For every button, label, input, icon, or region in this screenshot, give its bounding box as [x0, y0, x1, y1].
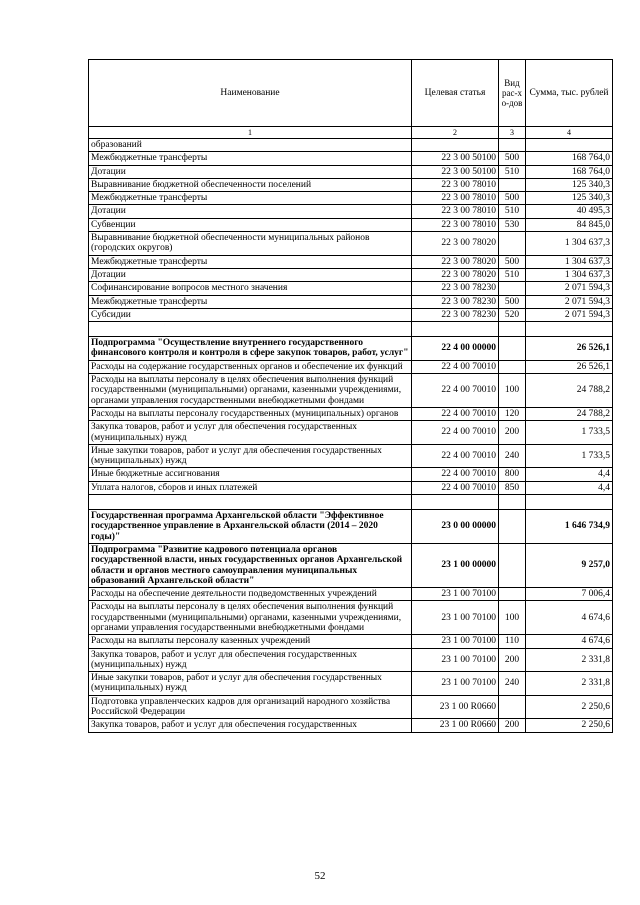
row-sum-cell: 2 331,8	[526, 672, 613, 696]
table-row	[89, 192, 613, 205]
row-kind-cell: 110	[499, 635, 526, 648]
row-code-cell: 22 4 00 70010	[412, 481, 499, 494]
row-kind-cell	[499, 282, 526, 295]
row-code-cell: 23 1 00 70100	[412, 601, 499, 635]
row-kind-cell: 200	[499, 648, 526, 672]
table-body	[89, 139, 613, 733]
row-sum-cell: 2 331,8	[526, 648, 613, 672]
row-code-cell: 22 4 00 70010	[412, 468, 499, 481]
row-kind-cell	[499, 695, 526, 719]
row-kind-cell: 520	[499, 308, 526, 321]
row-sum-cell: 1 733,5	[526, 421, 613, 445]
table-row	[89, 295, 613, 308]
table-row	[89, 695, 613, 719]
table-row	[89, 495, 613, 510]
table-row	[89, 588, 613, 601]
row-name-cell: Расходы на выплаты персоналу казенных учреждений	[89, 635, 412, 648]
table-row	[89, 322, 613, 337]
row-kind-cell	[499, 232, 526, 256]
header-code: Целевая статья	[412, 60, 499, 127]
row-code-cell: 22 3 00 78010	[412, 178, 499, 191]
row-sum-cell: 4 674,6	[526, 601, 613, 635]
row-sum-cell: 24 788,2	[526, 374, 613, 408]
table-row	[89, 205, 613, 218]
row-sum-cell: 125 340,3	[526, 178, 613, 191]
row-kind-cell: 530	[499, 218, 526, 231]
table-row	[89, 510, 613, 544]
table-row	[89, 601, 613, 635]
row-name-cell: Выравнивание бюджетной обеспеченности муниципальных районов (городских округов)	[89, 232, 412, 256]
row-code-cell: 23 1 00 70100	[412, 588, 499, 601]
table-row	[89, 481, 613, 494]
row-code-cell	[412, 495, 499, 510]
row-name-cell: Иные закупки товаров, работ и услуг для обеспечения государственных (муниципальных) нужд	[89, 444, 412, 468]
row-kind-cell	[499, 337, 526, 361]
row-name-cell: Закупка товаров, работ и услуг для обеспечения государственных (муниципальных) нужд	[89, 648, 412, 672]
table-row	[89, 374, 613, 408]
row-code-cell: 23 1 00 70100	[412, 648, 499, 672]
table-row	[89, 672, 613, 696]
row-sum-cell: 2 250,6	[526, 719, 613, 732]
row-name-cell: Дотации	[89, 205, 412, 218]
table-row	[89, 282, 613, 295]
row-sum-cell: 4 674,6	[526, 635, 613, 648]
table-row	[89, 444, 613, 468]
row-code-cell: 22 3 00 78010	[412, 218, 499, 231]
table-row	[89, 421, 613, 445]
row-code-cell: 22 3 00 78020	[412, 232, 499, 256]
row-code-cell: 22 3 00 78230	[412, 308, 499, 321]
column-number: 4	[526, 127, 613, 139]
row-code-cell: 22 3 00 78020	[412, 255, 499, 268]
row-sum-cell: 40 495,3	[526, 205, 613, 218]
table-row	[89, 308, 613, 321]
header-sum: Сумма, тыс. рублей	[526, 60, 613, 127]
row-name-cell: Межбюджетные трансферты	[89, 192, 412, 205]
row-code-cell: 22 3 00 78010	[412, 205, 499, 218]
row-name-cell: Софинансирование вопросов местного значения	[89, 282, 412, 295]
row-name-cell: Государственная программа Архангельской области "Эффективное государственное управление в Архангельской области (2014 – 2020 годы)"	[89, 510, 412, 544]
row-kind-cell: 510	[499, 165, 526, 178]
row-kind-cell	[499, 510, 526, 544]
row-code-cell: 22 3 00 50100	[412, 152, 499, 165]
column-number: 3	[499, 127, 526, 139]
table-row	[89, 139, 613, 152]
row-code-cell: 22 4 00 00000	[412, 337, 499, 361]
row-sum-cell	[526, 495, 613, 510]
table-row	[89, 635, 613, 648]
table-row	[89, 165, 613, 178]
row-sum-cell	[526, 139, 613, 152]
table-row	[89, 178, 613, 191]
row-kind-cell: 510	[499, 205, 526, 218]
row-code-cell: 22 4 00 70010	[412, 374, 499, 408]
row-kind-cell: 200	[499, 421, 526, 445]
row-code-cell	[412, 322, 499, 337]
row-name-cell: Выравнивание бюджетной обеспеченности поселений	[89, 178, 412, 191]
row-kind-cell: 500	[499, 295, 526, 308]
row-code-cell: 22 3 00 78010	[412, 192, 499, 205]
row-name-cell: Дотации	[89, 268, 412, 281]
row-sum-cell: 1 304 637,3	[526, 268, 613, 281]
row-sum-cell: 1 304 637,3	[526, 255, 613, 268]
row-sum-cell: 2 071 594,3	[526, 282, 613, 295]
row-name-cell: Межбюджетные трансферты	[89, 255, 412, 268]
row-kind-cell: 500	[499, 192, 526, 205]
row-kind-cell	[499, 139, 526, 152]
row-kind-cell: 100	[499, 601, 526, 635]
header-name: Наименование	[89, 60, 412, 127]
column-number-row	[89, 127, 613, 139]
table-row	[89, 218, 613, 231]
row-code-cell: 23 1 00 R0660	[412, 695, 499, 719]
table-row	[89, 468, 613, 481]
row-name-cell: образований	[89, 139, 412, 152]
row-sum-cell: 1 646 734,9	[526, 510, 613, 544]
row-code-cell: 22 3 00 78230	[412, 295, 499, 308]
row-sum-cell: 1 733,5	[526, 444, 613, 468]
row-sum-cell: 168 764,0	[526, 165, 613, 178]
row-sum-cell: 7 006,4	[526, 588, 613, 601]
row-code-cell: 22 3 00 78230	[412, 282, 499, 295]
row-code-cell: 23 1 00 70100	[412, 672, 499, 696]
table-row	[89, 268, 613, 281]
table-row	[89, 232, 613, 256]
row-name-cell: Субвенции	[89, 218, 412, 231]
column-number: 2	[412, 127, 499, 139]
row-kind-cell: 510	[499, 268, 526, 281]
row-code-cell: 22 4 00 70010	[412, 407, 499, 420]
page-number: 52	[314, 870, 326, 882]
row-name-cell: Субсидии	[89, 308, 412, 321]
row-kind-cell: 100	[499, 374, 526, 408]
row-kind-cell: 500	[499, 255, 526, 268]
row-sum-cell: 84 845,0	[526, 218, 613, 231]
row-kind-cell: 240	[499, 444, 526, 468]
table-row	[89, 360, 613, 373]
row-name-cell	[89, 495, 412, 510]
row-code-cell: 22 4 00 70010	[412, 444, 499, 468]
table-row	[89, 719, 613, 732]
header-kind: Вид рас-хо-дов	[499, 60, 526, 127]
row-sum-cell: 1 304 637,3	[526, 232, 613, 256]
row-kind-cell	[499, 360, 526, 373]
row-name-cell: Расходы на обеспечение деятельности подведомственных учреждений	[89, 588, 412, 601]
table-header-row	[89, 60, 613, 127]
row-kind-cell: 500	[499, 152, 526, 165]
row-name-cell: Межбюджетные трансферты	[89, 295, 412, 308]
row-kind-cell	[499, 588, 526, 601]
row-name-cell: Расходы на выплаты персоналу в целях обеспечения выполнения функций государственными (муниципальными) органами, казенными учреждениями, органами управления государственными внебюджетными фондами	[89, 374, 412, 408]
row-sum-cell: 2 071 594,3	[526, 308, 613, 321]
budget-table	[88, 59, 613, 733]
table-row	[89, 648, 613, 672]
row-sum-cell: 168 764,0	[526, 152, 613, 165]
row-code-cell: 22 3 00 50100	[412, 165, 499, 178]
table-row	[89, 543, 613, 587]
row-sum-cell: 2 250,6	[526, 695, 613, 719]
row-name-cell: Иные бюджетные ассигнования	[89, 468, 412, 481]
row-name-cell: Закупка товаров, работ и услуг для обеспечения государственных (муниципальных) нужд	[89, 421, 412, 445]
row-kind-cell	[499, 543, 526, 587]
row-code-cell: 23 1 00 00000	[412, 543, 499, 587]
row-name-cell: Подпрограмма "Осуществление внутреннего государственного финансового контроля и контроля в сфере закупок товаров, работ, услуг"	[89, 337, 412, 361]
row-name-cell: Подготовка управленческих кадров для организаций народного хозяйства Российской Федерации	[89, 695, 412, 719]
row-name-cell: Закупка товаров, работ и услуг для обеспечения государственных	[89, 719, 412, 732]
row-kind-cell: 800	[499, 468, 526, 481]
row-code-cell: 23 1 00 70100	[412, 635, 499, 648]
row-sum-cell: 4,4	[526, 468, 613, 481]
row-code-cell: 22 4 00 70010	[412, 360, 499, 373]
row-sum-cell: 9 257,0	[526, 543, 613, 587]
table-row	[89, 255, 613, 268]
row-kind-cell	[499, 495, 526, 510]
row-kind-cell	[499, 178, 526, 191]
row-code-cell: 23 1 00 R0660	[412, 719, 499, 732]
row-code-cell: 22 4 00 70010	[412, 421, 499, 445]
row-name-cell: Подпрограмма "Развитие кадрового потенциала органов государственной власти, иных государственных органов Архангельской области и органов местного самоуправления муниципальных образований Архангельской области"	[89, 543, 412, 587]
row-name-cell: Расходы на выплаты персоналу государственных (муниципальных) органов	[89, 407, 412, 420]
table-row	[89, 152, 613, 165]
row-sum-cell: 26 526,1	[526, 360, 613, 373]
row-name-cell: Дотации	[89, 165, 412, 178]
row-kind-cell: 120	[499, 407, 526, 420]
row-name-cell: Расходы на выплаты персоналу в целях обеспечения выполнения функций государственными (муниципальными) органами, казенными учреждениями, органами управления государственными внебюджетными фондами	[89, 601, 412, 635]
row-sum-cell: 2 071 594,3	[526, 295, 613, 308]
row-code-cell: 23 0 00 00000	[412, 510, 499, 544]
table-row	[89, 337, 613, 361]
row-kind-cell: 850	[499, 481, 526, 494]
row-name-cell: Межбюджетные трансферты	[89, 152, 412, 165]
row-name-cell: Уплата налогов, сборов и иных платежей	[89, 481, 412, 494]
row-name-cell: Иные закупки товаров, работ и услуг для обеспечения государственных (муниципальных) нужд	[89, 672, 412, 696]
row-kind-cell: 240	[499, 672, 526, 696]
column-number: 1	[89, 127, 412, 139]
row-kind-cell	[499, 322, 526, 337]
row-sum-cell	[526, 322, 613, 337]
row-code-cell	[412, 139, 499, 152]
row-name-cell: Расходы на содержание государственных органов и обеспечение их функций	[89, 360, 412, 373]
row-name-cell	[89, 322, 412, 337]
row-kind-cell: 200	[499, 719, 526, 732]
row-sum-cell: 24 788,2	[526, 407, 613, 420]
row-sum-cell: 26 526,1	[526, 337, 613, 361]
table-row	[89, 407, 613, 420]
row-sum-cell: 125 340,3	[526, 192, 613, 205]
row-code-cell: 22 3 00 78020	[412, 268, 499, 281]
row-sum-cell: 4,4	[526, 481, 613, 494]
